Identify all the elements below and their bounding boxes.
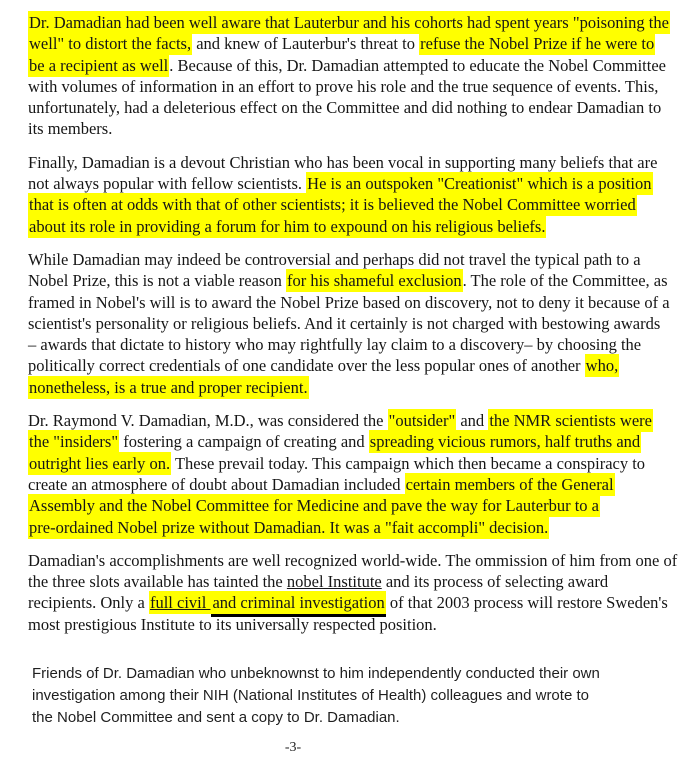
highlighted-text: full civil	[149, 593, 211, 613]
text-line	[28, 97, 670, 118]
text-segment: scientist's personality or religious beliefs. And it certainly is not charged with bestowing awards	[28, 313, 661, 333]
highlighted-text: outright lies early on.	[29, 453, 171, 473]
text-segment: the Nobel Committee and sent a copy to Dr. Damadian.	[32, 709, 400, 727]
highlighted-text: that is often at odds with that of other scientists; it is believed the Nobel Committee worried	[29, 195, 636, 215]
text-line	[28, 431, 653, 452]
underlined-text: nobel Institute	[286, 572, 382, 592]
paragraph-friends-of-damadian	[28, 663, 600, 729]
text-segment: of that 2003 process will restore Sweden's	[385, 593, 668, 613]
highlighted-text: nonetheless, is a true and proper recipient.	[29, 377, 308, 397]
text-segment: and	[456, 411, 489, 431]
highlighted-text: and criminal investigation	[211, 591, 385, 617]
text-segment: These prevail today. This campaign which then became a conspiracy to	[171, 453, 646, 473]
text-line	[28, 216, 657, 237]
highlighted-text: well" to distort the facts,	[29, 34, 192, 54]
text-segment: . Because of this, Dr. Damadian attempted to educate the Nobel Committee	[169, 55, 666, 75]
highlighted-text: Assembly and the Nobel Committee for Medicine and pave the way for Lauterbur to a	[29, 496, 599, 516]
text-line	[28, 377, 670, 398]
text-segment: Friends of Dr. Damadian who unbeknownst to him independently conducted their own	[32, 665, 600, 683]
text-line	[32, 685, 600, 707]
highlighted-text: spreading vicious rumors, half truths and	[369, 432, 641, 452]
text-line	[28, 292, 670, 313]
text-segment: with volumes of information in an effort to prove his role and the true sequence of events. This,	[28, 76, 659, 96]
text-line	[28, 118, 670, 139]
page-number: -3-	[284, 740, 302, 755]
text-segment: and its process of selecting award	[381, 572, 609, 592]
text-line	[28, 474, 653, 495]
text-line	[28, 313, 670, 334]
text-segment: recipients. Only a	[28, 593, 149, 613]
highlighted-text: the "insiders"	[29, 432, 119, 452]
text-line	[28, 152, 657, 173]
text-line	[28, 550, 677, 571]
text-segment: and knew of Lauterbur's threat to	[192, 34, 420, 54]
highlighted-text: about its role in providing a forum for him to expound on his religious beliefs.	[29, 216, 546, 236]
highlighted-text: He is an outspoken "Creationist" which is a position	[307, 174, 652, 194]
text-line	[28, 614, 677, 635]
text-segment: Dr. Raymond V. Damadian, M.D., was considered the	[28, 411, 388, 431]
highlighted-text: "outsider"	[388, 411, 456, 431]
text-line	[28, 33, 670, 54]
text-line	[28, 410, 653, 431]
text-segment: While Damadian may indeed be controversial and perhaps did not travel the typical path to a	[28, 249, 641, 269]
highlighted-text: pre-ordained Nobel prize without Damadian. It was a "fait accompli" decision.	[29, 517, 549, 537]
paragraph-shameful-exclusion	[28, 249, 670, 398]
text-line	[28, 517, 653, 538]
text-segment: politically correct credentials of one candidate over the less popular ones of another	[28, 356, 585, 376]
text-line	[28, 173, 657, 194]
text-line	[28, 249, 670, 270]
text-line	[28, 76, 670, 97]
text-segment: Nobel Prize, this is not a viable reason	[28, 271, 286, 291]
text-line	[28, 334, 670, 355]
text-line	[28, 270, 670, 291]
highlighted-text: be a recipient as well	[29, 55, 169, 75]
text-line	[32, 707, 600, 729]
highlighted-text: Dr. Damadian had been well aware that Lauterbur and his cohorts had spent years "poisoning the	[29, 13, 669, 32]
text-segment: unfortunately, had a deleterious effect on the Committee and did nothing to endear Damadian to	[28, 98, 662, 118]
paragraph-devout-christian	[28, 152, 657, 237]
text-line	[28, 12, 670, 33]
text-line	[28, 355, 670, 376]
highlighted-text: refuse the Nobel Prize if he were to	[420, 34, 655, 54]
paragraph-investigation	[28, 550, 677, 635]
text-segment: investigation among their NIH (National Institutes of Health) colleagues and wrote to	[32, 687, 589, 705]
highlighted-text: who,	[585, 356, 619, 376]
text-segment: . The role of the Committee, as	[462, 271, 668, 291]
text-line	[28, 495, 653, 516]
highlighted-text: the NMR scientists were	[489, 411, 652, 431]
text-segment: framed in Nobel's will is to award the Nobel Prize based on discovery, not to deny it because of a	[28, 292, 670, 312]
text-segment: Damadian's accomplishments are well recognized world-wide. The ommission of him from one of	[28, 550, 678, 570]
paragraph-poisoning-the-well	[28, 12, 670, 140]
highlighted-text: for his shameful exclusion	[286, 271, 462, 291]
text-line	[32, 663, 600, 685]
text-line	[28, 592, 677, 613]
text-segment: fostering a campaign of creating and	[119, 432, 369, 452]
text-segment: its members.	[28, 119, 113, 139]
text-segment: most prestigious Institute to its universally respected position.	[28, 614, 437, 634]
text-segment: the three slots available has tainted the	[28, 572, 287, 592]
paragraph-outsider-insiders	[28, 410, 653, 538]
text-segment: Finally, Damadian is a devout Christian who has been vocal in supporting many beliefs that are	[28, 152, 658, 172]
highlighted-text: certain members of the General	[405, 474, 614, 494]
text-line	[28, 571, 677, 592]
text-segment: – awards that dictate to history who may rightfully lay claim to a discovery– by choosing the	[28, 335, 642, 355]
text-segment: create an atmosphere of doubt about Damadian included	[28, 474, 405, 494]
text-segment: not always popular with fellow scientists.	[28, 174, 307, 194]
text-line	[28, 453, 653, 474]
text-line	[28, 55, 670, 76]
text-line	[28, 194, 657, 215]
